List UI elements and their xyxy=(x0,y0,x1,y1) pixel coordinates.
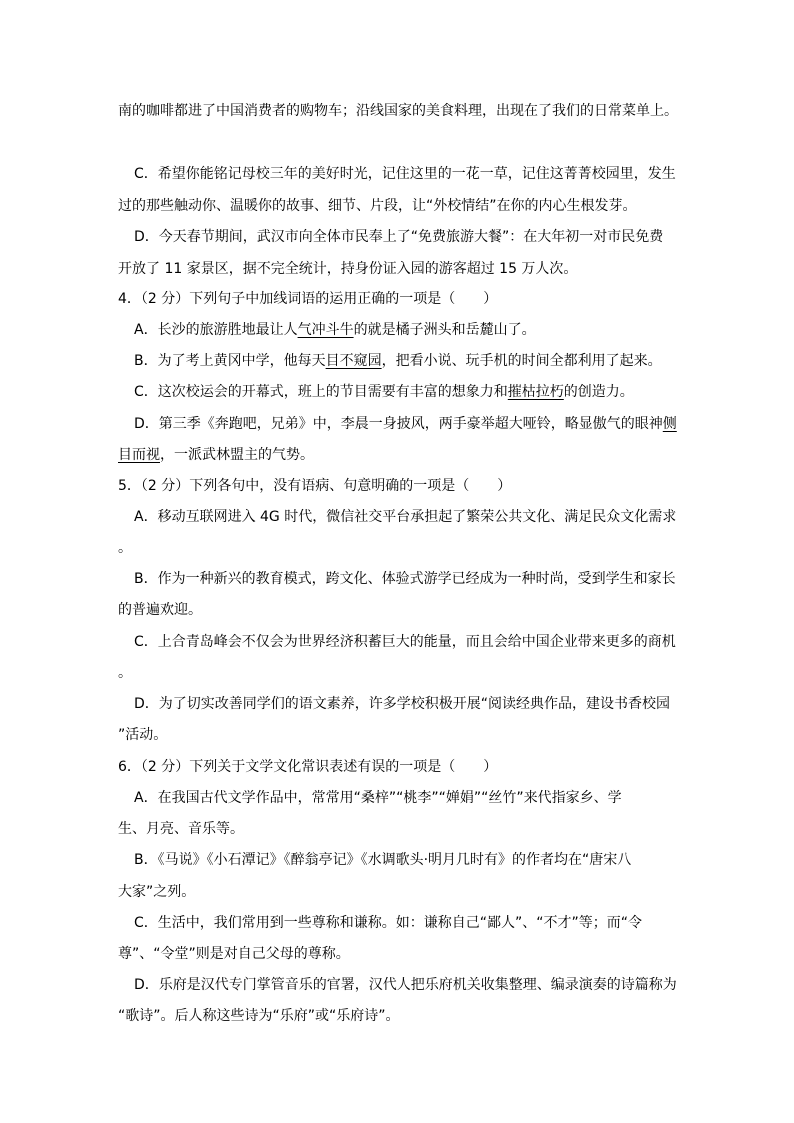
q4-option-a-text-end: 的就是橘子洲头和岳麓山了。 xyxy=(353,322,536,338)
q4-option-c-text-end: 的创造力。 xyxy=(563,384,634,400)
q4-option-d-underlined-end: 目而视 xyxy=(118,447,160,463)
q4-option-a-text: A．长沙的旅游胜地最让人 xyxy=(134,322,298,338)
q4-option-d-line1 xyxy=(134,414,678,434)
q5-option-c-line1: C．上合青岛峰会不仅会为世界经济积蓄巨大的能量，而且会给中国企业带来更多的商机 xyxy=(134,634,676,650)
q4-option-d-text-end: ，一派武林盟主的气势。 xyxy=(160,447,314,463)
q6-option-a-line2: 生、月亮、音乐等。 xyxy=(118,821,244,837)
q6-stem: 6．（2 分）下列关于文学文化常识表述有误的一项是（ ） xyxy=(118,759,498,775)
q4-option-a xyxy=(134,320,678,340)
q4-option-c-text: C．这次校运会的开幕式，班上的节目需要有丰富的想象力和 xyxy=(134,384,508,400)
q4-option-d-text: D．第三季《奔跑吧，兄弟》中，李晨一身披风，两手豪举超大哑铃，略显傲气的眼神 xyxy=(134,416,663,432)
q5-option-c-line2: 。 xyxy=(118,665,132,681)
q5-option-d-line1: D．为了切实改善同学们的语文素养，许多学校积极开展“阅读经典作品，建设书香校园 xyxy=(134,696,671,712)
q6-option-c-line2: 尊”、“令堂”则是对自己父母的尊称。 xyxy=(118,946,350,962)
q4-option-b xyxy=(134,351,678,371)
q4-option-c-underlined: 摧枯拉朽 xyxy=(507,384,564,400)
q4-option-b-underlined: 目不窥园 xyxy=(325,353,382,369)
q4-option-b-text-end: ，把看小说、玩手机的时间全都利用了起来。 xyxy=(381,353,662,369)
q4-option-d-underlined-start: 侧 xyxy=(662,416,677,432)
q6-option-b-line1: B．《马说》《小石潭记》《醉翁亭记》《水调歌头·明月几时有》的作者均在“唐宋八 xyxy=(134,852,632,868)
q4-stem: 4．（2 分）下列句子中加线词语的运用正确的一项是（ ） xyxy=(118,291,498,307)
q5-stem: 5．（2 分）下列各句中，没有语病、句意明确的一项是（ ） xyxy=(118,478,512,494)
q6-option-d-line2: “歌诗”。后人称这些诗为“乐府”或“乐府诗”。 xyxy=(118,1008,400,1024)
q4-option-a-underlined: 气冲斗牛 xyxy=(297,322,354,338)
paragraph-continuation: 南的咖啡都进了中国消费者的购物车；沿线国家的美食料理，出现在了我们的日常菜单上。 xyxy=(118,103,678,119)
q6-option-c-line1: C．生活中，我们常用到一些尊称和谦称。如：谦称自己“鄙人”、“不才”等；而“令 xyxy=(134,915,643,931)
q4-option-d-line2 xyxy=(118,445,678,465)
q5-option-b-line2: 的普遍欢迎。 xyxy=(118,602,202,618)
q5-option-d-line2: ”活动。 xyxy=(118,727,168,743)
q3-option-d-line2: 开放了 11 家景区，据不完全统计，持身份证入园的游客超过 15 万人次。 xyxy=(118,261,578,277)
q5-option-b-line1: B．作为一种新兴的教育模式，跨文化、体验式游学已经成为一种时尚，受到学生和家长 xyxy=(134,571,676,587)
q6-option-a-line1: A．在我国古代文学作品中，常常用“桑梓”“桃李”“婵娟”“丝竹”来代指家乡、学 xyxy=(134,790,622,806)
q3-option-d-line1: D．今天春节期间，武汉市向全体市民奉上了“免费旅游大餐”：在大年初一对市民免费 xyxy=(134,229,664,245)
q6-option-d-line1: D．乐府是汉代专门掌管音乐的官署，汉代人把乐府机关收集整理、编录演奏的诗篇称为 xyxy=(134,977,677,993)
q5-option-a-line2: 。 xyxy=(118,540,132,556)
q4-option-b-text: B．为了考上黄冈中学，他每天 xyxy=(134,353,326,369)
q3-option-c-line1: C．希望你能铭记母校三年的美好时光，记住这里的一花一草，记住这菁菁校园里，发生 xyxy=(134,166,676,182)
q3-option-c-line2: 过的那些触动你、温暖你的故事、细节、片段，让“外校情结”在你的内心生根发芽。 xyxy=(118,198,637,214)
q5-option-a-line1: A．移动互联网进入 4G 时代，微信社交平台承担起了繁荣公共文化、满足民众文化需求 xyxy=(134,509,677,525)
q4-option-c xyxy=(134,382,678,402)
q6-option-b-line2: 大家”之列。 xyxy=(118,884,196,900)
